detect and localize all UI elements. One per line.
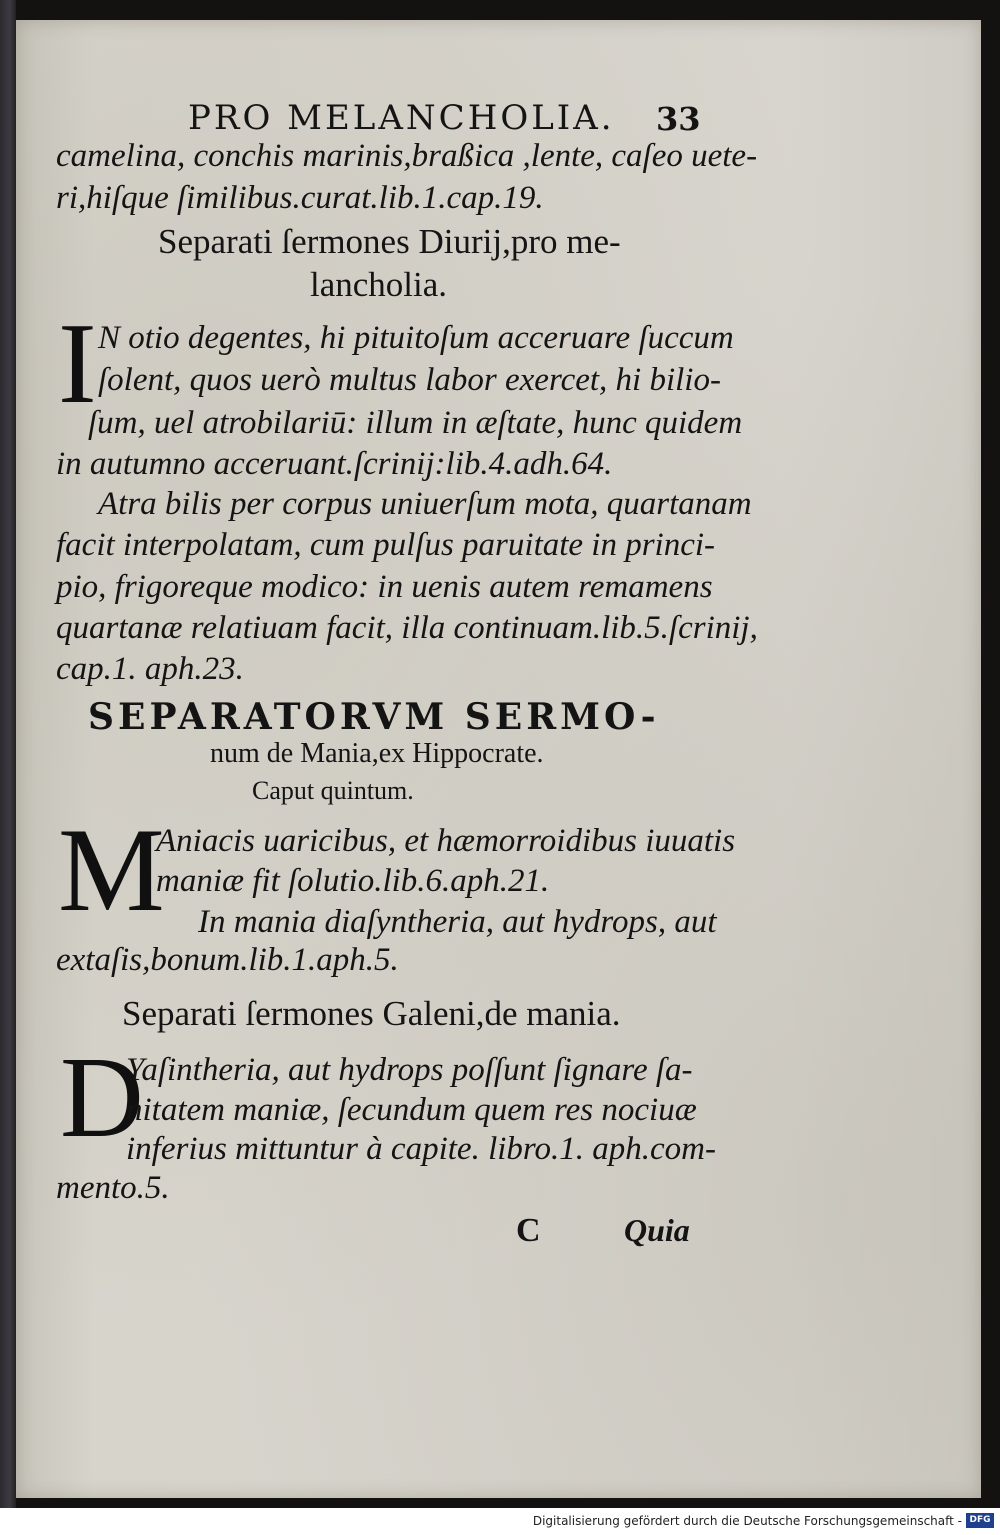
text-line: maniæ fit ſolutio.lib.6.aph.21. — [156, 863, 550, 899]
chapter-heading: SEPARATORVM SERMO- — [88, 696, 660, 738]
text-line: N otio degentes, hi pituitoſum acceruare ſuccum — [98, 320, 734, 356]
text-line: Yaſintheria, aut hydrops poſſunt ſignare ſa- — [126, 1052, 693, 1088]
text-line: Atra bilis per corpus uniuerſum mota, quartanam — [98, 486, 752, 522]
text-line: in autumno acceruant.ſcrinij:lib.4.adh.64. — [56, 446, 613, 482]
drop-cap-initial: I — [58, 300, 97, 428]
text-line: extaſis,bonum.lib.1.aph.5. — [56, 942, 399, 978]
text-line: mento.5. — [56, 1170, 170, 1206]
section-heading: lancholia. — [310, 265, 448, 304]
page-number: 33 — [656, 100, 701, 138]
text-line: facit interpolatam, cum pulſus paruitate in princi- — [56, 527, 716, 563]
text-line: camelina, conchis marinis,braßica ,lente, caſeo uete- — [56, 138, 758, 174]
section-heading: Separati ſermones Diurij,pro me- — [158, 222, 621, 261]
text-line: quartanæ relatiuam facit, illa continuam.lib.5.ſcrinij, — [56, 610, 758, 646]
text-line: cap.1. aph.23. — [56, 651, 244, 687]
text-line: Aniacis uaricibus, et hæmorroidibus iuuatis — [156, 823, 736, 859]
section-heading: Separati ſermones Galeni,de mania. — [122, 994, 621, 1033]
text-line: In mania diaſyntheria, aut hydrops, aut — [198, 904, 717, 940]
dfg-logo-icon: DFG — [966, 1513, 994, 1528]
text-line: ſum, uel atrobilariū: illum in æſtate, hunc quidem — [88, 405, 743, 441]
signature-mark: C — [516, 1212, 541, 1249]
drop-cap-initial: M — [58, 803, 165, 936]
book-binding-edge — [0, 0, 16, 1508]
text-line: inferius mittuntur à capite. libro.1. aph.com- — [126, 1131, 716, 1167]
text-line: ſolent, quos uerò multus labor exercet, hi bilio- — [98, 362, 721, 398]
running-title: PRO MELANCHOLIA. — [188, 98, 615, 138]
book-page — [16, 20, 981, 1498]
text-line: pio, frigoreque modico: in uenis autem remamens — [56, 569, 713, 605]
text-line: nitatem maniæ, ſecundum quem res nociuæ — [126, 1092, 697, 1128]
drop-cap-initial: D — [60, 1034, 144, 1162]
footer-credit: Digitalisierung gefördert durch die Deutsche Forschungsgemeinschaft - — [532, 1514, 962, 1528]
footer-bar — [0, 1508, 1000, 1535]
catchword: Quia — [624, 1212, 690, 1248]
chapter-subheading: Caput quintum. — [252, 776, 414, 805]
text-line: ri,hiſque ſimilibus.curat.lib.1.cap.19. — [56, 180, 544, 216]
chapter-subheading: num de Mania,ex Hippocrate. — [210, 738, 544, 769]
